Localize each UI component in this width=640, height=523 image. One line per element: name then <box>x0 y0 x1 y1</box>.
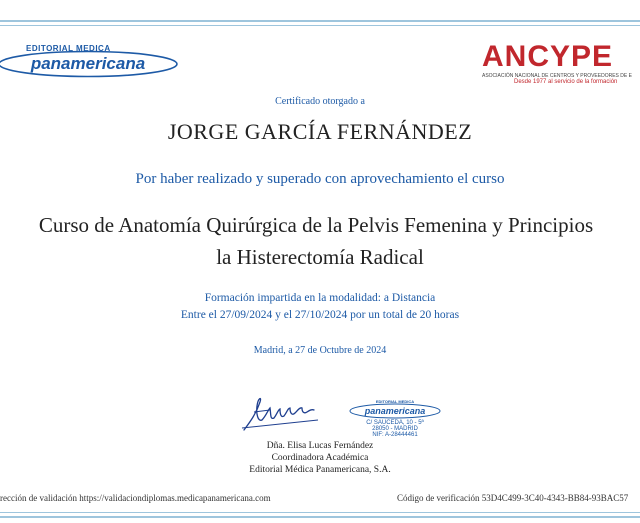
stamp-nif: NIF: A-28444461 <box>372 432 418 438</box>
publisher-logo-brand: panamericana <box>30 54 146 73</box>
stamp-logo <box>348 398 442 420</box>
signatory-name: Dña. Elisa Lucas Fernández <box>266 441 374 451</box>
recipient-name: JORGE GARCÍA FERNÁNDEZ <box>167 119 473 144</box>
place-date: Madrid, a 27 de Octubre de 2024 <box>253 345 387 356</box>
dates-text: Entre el 27/09/2024 y el 27/10/2024 por un total de 20 horas <box>180 309 460 321</box>
stamp-address-line-2: 28050 - MADRID <box>372 426 418 432</box>
signatory-role: Coordinadora Académica <box>271 453 369 463</box>
stamp-address-line-1: C/ SAUCEDA, 10 - 5ª <box>366 420 424 426</box>
partner-logo-subtitle: ASOCIACIÓN NACIONAL DE CENTROS Y PROVEEDORES DE E <box>482 73 632 79</box>
bottom-border-thin <box>0 512 640 513</box>
publisher-logo-top-text: EDITORIAL MEDICA <box>26 44 111 53</box>
top-border-thick <box>0 20 640 22</box>
modality-text: Formación impartida en la modalidad: a Distancia <box>204 292 436 304</box>
bottom-border-thick <box>0 516 640 518</box>
company-stamp <box>348 398 444 440</box>
signatory-organization: Editorial Médica Panamericana, S.A. <box>249 465 391 475</box>
stamp-top-text: EDITORIAL MEDICA <box>375 399 415 404</box>
course-title-line-2: la Histerectomía Radical <box>216 245 424 269</box>
verification-code: Código de verificación 53D4C499-3C40-4343-BB84-93BAC57 <box>397 493 629 503</box>
partner-logo-tagline: Desde 1977 al servicio de la formación <box>514 79 618 85</box>
validation-url-text: rección de validación https://validaciondiplomas.medicapanamericana.com <box>0 493 271 503</box>
awarded-to-label: Certificado otorgado a <box>275 96 365 107</box>
course-title-line-1: Curso de Anatomía Quirúrgica de la Pelvis Femenina y Principios <box>38 213 594 237</box>
stamp-brand: panamericana <box>364 406 426 416</box>
partner-logo <box>482 42 632 85</box>
top-border-thin <box>0 25 640 26</box>
completion-text: Por haber realizado y superado con aprovechamiento el curso <box>135 171 505 187</box>
partner-logo-wordmark: ANCYPE <box>482 40 614 73</box>
signature-image <box>240 392 320 432</box>
publisher-logo-ellipse <box>0 50 178 78</box>
